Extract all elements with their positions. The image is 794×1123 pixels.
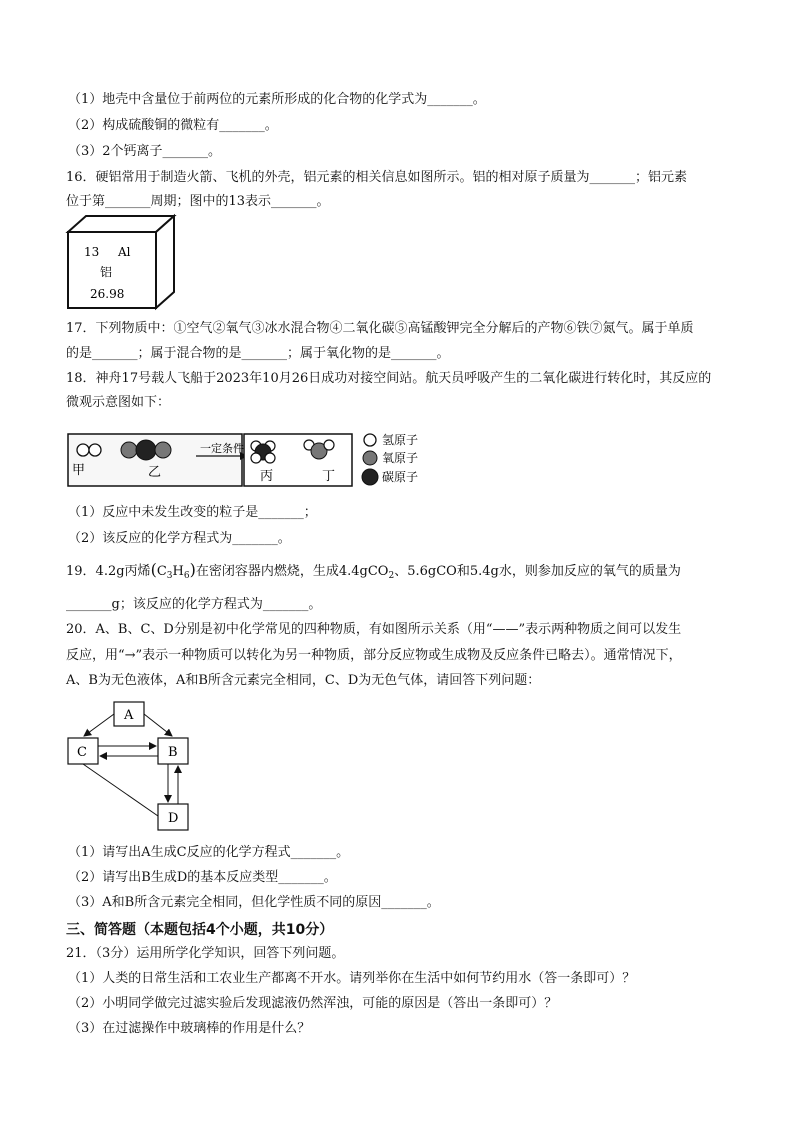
- cell-atomic-number: 13: [84, 245, 100, 259]
- q19-mass: 4.2g: [95, 564, 125, 579]
- q21-part3: （3）在过滤操作中玻璃棒的作用是什么？: [68, 1021, 311, 1036]
- legend-oxygen-icon: [363, 451, 377, 465]
- relation-diagram: [62, 696, 202, 836]
- q19-line1: 19．4.2g丙烯$(C_3H_6)$在密闭容器内燃烧，生成4.4gCO$_2$、5.6gCO和5.4g水，则参加反应的氧气的质量为: [66, 560, 681, 581]
- carbon-atom-icon: [136, 440, 156, 460]
- hydrogen-atom-icon: [77, 444, 89, 456]
- q18-part1: （1）反应中未发生改变的粒子是_______；: [68, 505, 317, 520]
- cell-symbol: Al: [118, 245, 131, 259]
- q20-part3: （3）A和B所含元素完全相同，但化学性质不同的原因_______。: [68, 895, 440, 910]
- legend-carbon-icon: [362, 469, 378, 485]
- cell-name: 铝: [100, 265, 113, 279]
- q19-formula: $(C_3H_6)$: [150, 560, 196, 581]
- hydrogen-atom-icon: [324, 440, 334, 450]
- q17-line2: 的是_______；属于混合物的是_______；属于氧化物的是_______。: [66, 346, 450, 361]
- q16-line1: 16．硬铝常用于制造火箭、飞机的外壳，铝元素的相关信息如图所示。铝的相对原子质量为_______；铝元素: [66, 170, 688, 185]
- legend-hydrogen: 氢原子: [382, 433, 419, 447]
- q15-part3: （3）2个钙离子_______。: [68, 144, 222, 159]
- legend-oxygen: 氧原子: [382, 451, 419, 465]
- q20-part2: （2）请写出B生成D的基本反应类型_______。: [68, 870, 337, 885]
- q18-line1: 18．神舟17号载人飞船于2023年10月26日成功对接空间站。航天员呼吸产生的二氧化碳进行转化时，其反应的: [66, 371, 712, 386]
- q18-part2: （2）该反应的化学方程式为_______。: [68, 531, 291, 546]
- q20-line1: 20．A、B、C、D分别是初中化学常见的四种物质，有如图所示关系（用“——”表示两种物质之间可以发生: [66, 622, 682, 637]
- label-bing: 丙: [260, 469, 274, 484]
- label-jia: 甲: [72, 463, 86, 478]
- q17-line1: 17．下列物质中：①空气②氧气③冰水混合物④二氧化碳⑤高锰酸钾完全分解后的产物⑥铁⑦氮气。属于单质: [66, 321, 694, 336]
- q15-part1: （1）地壳中含量位于前两位的元素所形成的化合物的化学式为_______。: [68, 92, 486, 107]
- oxygen-atom-icon: [121, 442, 137, 458]
- legend-carbon: 碳原子: [382, 470, 419, 484]
- reaction-condition: 一定条件: [200, 442, 244, 455]
- hydrogen-atom-icon: [251, 453, 261, 463]
- cell-atomic-mass: 26.98: [90, 287, 125, 301]
- label-yi: 乙: [148, 465, 162, 480]
- hydrogen-atom-icon: [265, 453, 275, 463]
- node-d: D: [168, 811, 179, 826]
- hydrogen-atom-icon: [89, 444, 101, 456]
- q19-propylene: 丙烯: [124, 564, 151, 579]
- section-heading: 三、简答题（本题包括4个小题，共10分）: [66, 922, 334, 938]
- q21-line1: 21．（3分）运用所学化学知识，回答下列问题。: [66, 946, 345, 961]
- q21-part1: （1）人类的日常生活和工农业生产都离不开水。请列举你在生活中如何节约用水（答一条即可）？: [68, 971, 636, 986]
- oxygen-atom-icon: [155, 442, 171, 458]
- q20-part1: （1）请写出A生成C反应的化学方程式_______。: [68, 845, 350, 860]
- q16-line2: 位于第_______周期；图中的13表示_______。: [66, 194, 330, 209]
- q21-part2: （2）小明同学做完过滤实验后发现滤液仍然浑浊，可能的原因是（答出一条即可）？: [68, 996, 558, 1011]
- q18-line2: 微观示意图如下：: [66, 395, 171, 410]
- aluminum-element-cell: [62, 212, 182, 312]
- q20-line3: A、B为无色液体，A和B所含元素完全相同，C、D为无色气体，请回答下列问题：: [66, 673, 541, 688]
- node-c: C: [77, 745, 87, 760]
- q15-part2: （2）构成硫酸铜的微粒有_______。: [68, 118, 278, 133]
- q19-line2: _______g；该反应的化学方程式为_______。: [66, 597, 322, 612]
- node-b: B: [168, 745, 178, 760]
- q19-number: 19．: [66, 564, 96, 579]
- reaction-micro-diagram: [64, 426, 454, 492]
- label-ding: 丁: [322, 469, 336, 484]
- q20-line2: 反应，用“→”表示一种物质可以转化为另一种物质，部分反应物或生成物及反应条件已略去）。通常情况下，: [66, 648, 682, 663]
- legend-hydrogen-icon: [364, 434, 376, 446]
- node-a: A: [124, 708, 134, 723]
